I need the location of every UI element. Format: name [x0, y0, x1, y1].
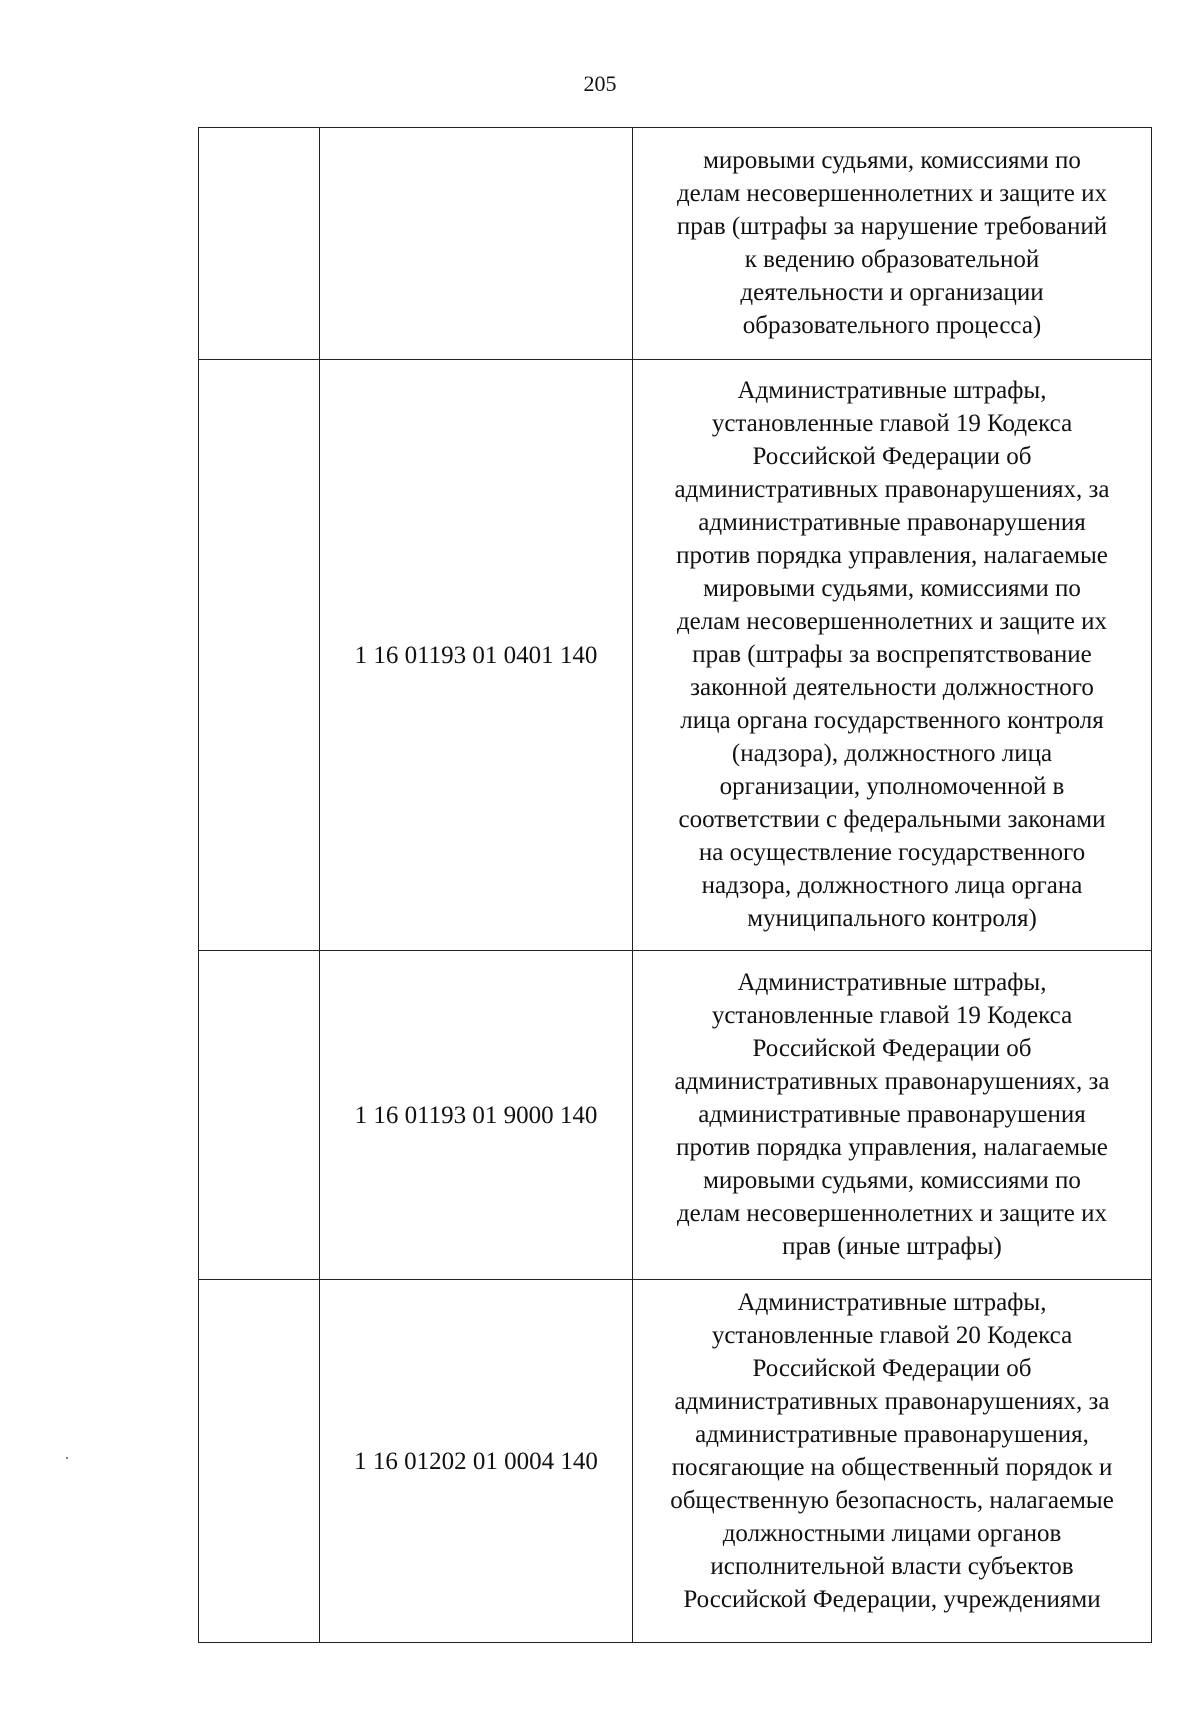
description-line: Российской Федерации об: [752, 1355, 1032, 1382]
description-line: административные правонарушения: [698, 1100, 1086, 1128]
description-line: общественную безопасность, налагаемые: [670, 1487, 1114, 1514]
description-line: Административные штрафы,: [737, 968, 1047, 996]
description-line: делам несовершеннолетних и защите их: [676, 179, 1108, 207]
description-line: Российской Федерации, учреждениями: [683, 1586, 1101, 1613]
description-line: мировыми судьями, комиссиями по: [703, 1166, 1081, 1194]
description-line: (надзора), должностного лица: [731, 739, 1053, 767]
table-row: [199, 951, 1152, 1280]
description-line: установленные главой 19 Кодекса: [711, 409, 1073, 437]
table-body: [199, 128, 1152, 1643]
description-line: на осуществление государственного: [698, 838, 1086, 866]
description-line: Российской Федерации об: [752, 1034, 1032, 1062]
cell-budget-code: 1 16 01202 01 0004 140: [320, 1280, 633, 1643]
description-line: против порядка управления, налагаемые: [676, 1133, 1108, 1161]
description-line: установленные главой 19 Кодекса: [711, 1001, 1073, 1029]
page-number: 205: [583, 71, 617, 96]
cell-description: [633, 128, 1152, 360]
cell-empty-column: [199, 1280, 320, 1643]
description-line: делам несовершеннолетних и защите их: [676, 607, 1108, 635]
description-line: Административные штрафы,: [737, 376, 1047, 404]
cell-budget-code: 1 16 01193 01 0401 140: [320, 360, 633, 951]
description-line: делам несовершеннолетних и защите их: [676, 1199, 1108, 1227]
description-line: посягающие на общественный порядок и: [671, 1454, 1113, 1481]
cell-empty-column: [199, 128, 320, 360]
description-line: образовательного процесса): [742, 311, 1042, 339]
description-line: установленные главой 20 Кодекса: [711, 1322, 1073, 1349]
cell-description: [633, 360, 1152, 951]
cell-budget-code: 1 16 01193 01 9000 140: [320, 951, 633, 1280]
description-line: административных правонарушениях, за: [674, 1388, 1110, 1415]
description-line: к ведению образовательной: [744, 245, 1040, 273]
description-line: Российской Федерации об: [752, 442, 1032, 470]
table-row: [199, 1280, 1152, 1643]
cell-empty-column: [199, 951, 320, 1280]
description-line: мировыми судьями, комиссиями по: [703, 146, 1081, 174]
description-line: деятельности и организации: [740, 278, 1044, 306]
description-line: административных правонарушениях, за: [674, 1067, 1110, 1095]
description-line: надзора, должностного лица органа: [701, 871, 1083, 899]
description-line: мировыми судьями, комиссиями по: [703, 574, 1081, 602]
description-line: исполнительной власти субъектов: [710, 1553, 1074, 1580]
description-line: муниципального контроля): [747, 904, 1037, 932]
cell-description: [633, 1280, 1152, 1643]
table-row: [199, 360, 1152, 951]
description-line: прав (иные штрафы): [782, 1232, 1002, 1260]
table-row: [199, 128, 1152, 360]
description-line: Административные штрафы,: [737, 1289, 1047, 1316]
description-line: административные правонарушения: [698, 508, 1086, 536]
description-line: административные правонарушения,: [695, 1421, 1089, 1448]
budget-codes-table: [198, 127, 1152, 1643]
description-line: административных правонарушениях, за: [674, 475, 1110, 503]
description-line: соответствии с федеральными законами: [678, 805, 1106, 833]
cell-description: [633, 951, 1152, 1280]
description-line: прав (штрафы за нарушение требований: [676, 212, 1108, 240]
scan-speck: [66, 1457, 68, 1459]
description-line: прав (штрафы за воспрепятствование: [692, 640, 1092, 668]
cell-budget-code: [320, 128, 633, 360]
cell-empty-column: [199, 360, 320, 951]
description-line: организации, уполномоченной в: [719, 772, 1065, 800]
description-line: лица органа государственного контроля: [680, 706, 1104, 734]
description-line: законной деятельности должностного: [690, 673, 1094, 701]
description-line: должностными лицами органов: [722, 1520, 1062, 1547]
description-line: против порядка управления, налагаемые: [676, 541, 1108, 569]
